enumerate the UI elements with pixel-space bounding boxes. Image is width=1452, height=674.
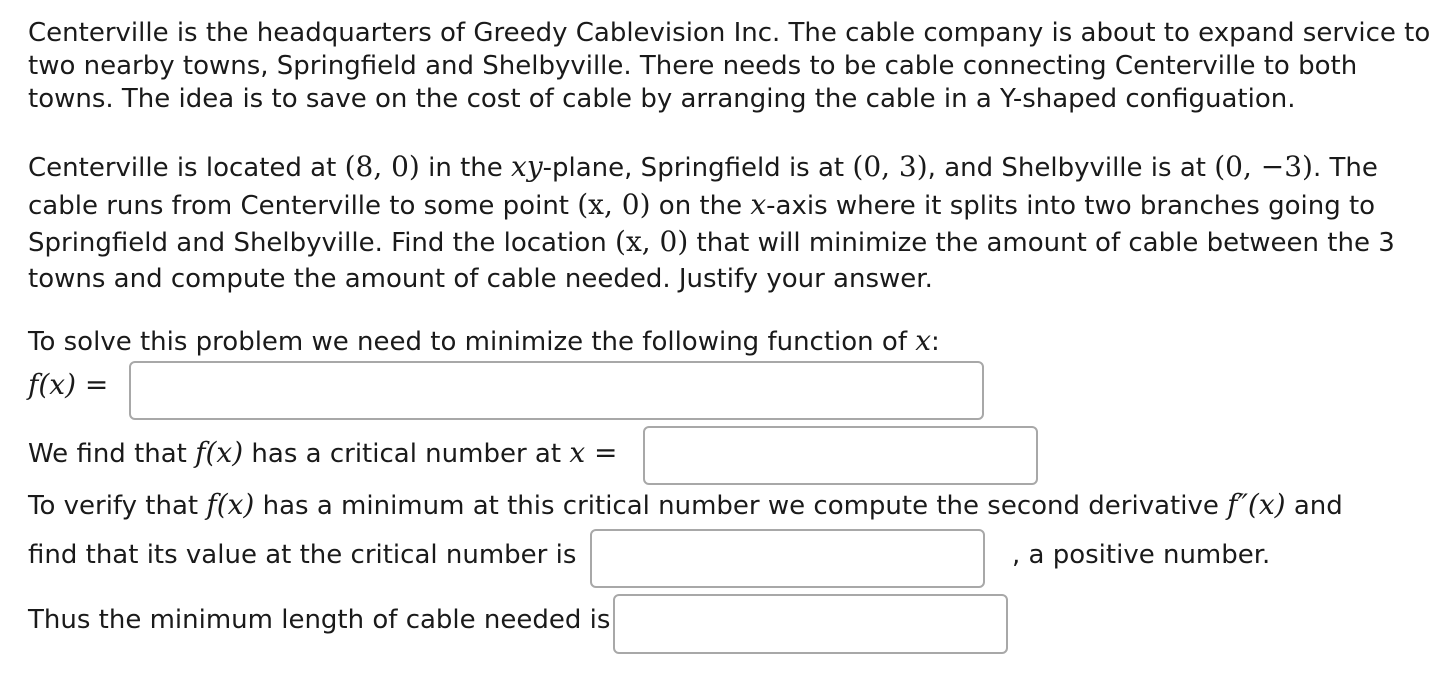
verify-prompt-line-2: find that its value at the critical number is [28, 540, 577, 570]
fx-symbol: f(x) [195, 436, 244, 469]
solve-prompt: To solve this problem we need to minimize the following function of x: [28, 324, 940, 357]
problem-line-1: Centerville is located at (8, 0) in the xy-plane, Springfield is at (0, 3), and Shelbyville is at (0, −3). The [28, 150, 1378, 183]
problem-line-2: cable runs from Centerville to some point (x, 0) on the x-axis where it splits into two branches going to [28, 187, 1376, 221]
critical-prompt: We find that f(x) has a critical number at x = [28, 436, 618, 469]
intro-paragraph [28, 17, 1430, 116]
location-point: (x, 0) [615, 225, 689, 258]
xy-symbol: xy [511, 150, 543, 183]
intro-line-1: Centerville is the headquarters of Greedy Cablevision Inc. The cable company is about to expand service to [28, 18, 1431, 48]
min-length-input[interactable] [613, 594, 1008, 654]
x-symbol: x [750, 187, 767, 221]
shelbyville-coords: (0, −3) [1214, 150, 1313, 183]
fx-symbol: f(x) [206, 488, 255, 521]
critical-number-input[interactable] [643, 426, 1038, 485]
springfield-coords: (0, 3) [852, 150, 928, 183]
positive-number-note: , a positive number. [1012, 540, 1271, 570]
minimum-prompt: Thus the minimum length of cable needed is [28, 605, 611, 635]
split-point: (x, 0) [577, 187, 651, 221]
problem-line-4: towns and compute the amount of cable needed. Justify your answer. [28, 263, 933, 294]
second-derivative-input[interactable] [590, 529, 985, 588]
intro-line-3: towns. The idea is to save on the cost of cable by arranging the cable in a Y-shaped configuation. [28, 84, 1296, 114]
verify-prompt-line-1: To verify that f(x) has a minimum at this critical number we compute the second derivative f″(x) and [28, 488, 1343, 521]
fx-label: f(x) = [28, 368, 109, 401]
x-equals: x = [569, 436, 618, 469]
intro-line-2: two nearby towns, Springfield and Shelbyville. There needs to be cable connecting Centerville to both [28, 51, 1358, 81]
fx-input[interactable] [129, 361, 984, 420]
x-symbol: x [915, 324, 932, 357]
centerville-coords: (8, 0) [344, 150, 420, 183]
second-derivative-symbol: f″(x) [1227, 488, 1286, 521]
problem-paragraph [28, 148, 1395, 298]
problem-line-3: Springfield and Shelbyville. Find the location (x, 0) that will minimize the amount of cable between the 3 [28, 225, 1395, 258]
